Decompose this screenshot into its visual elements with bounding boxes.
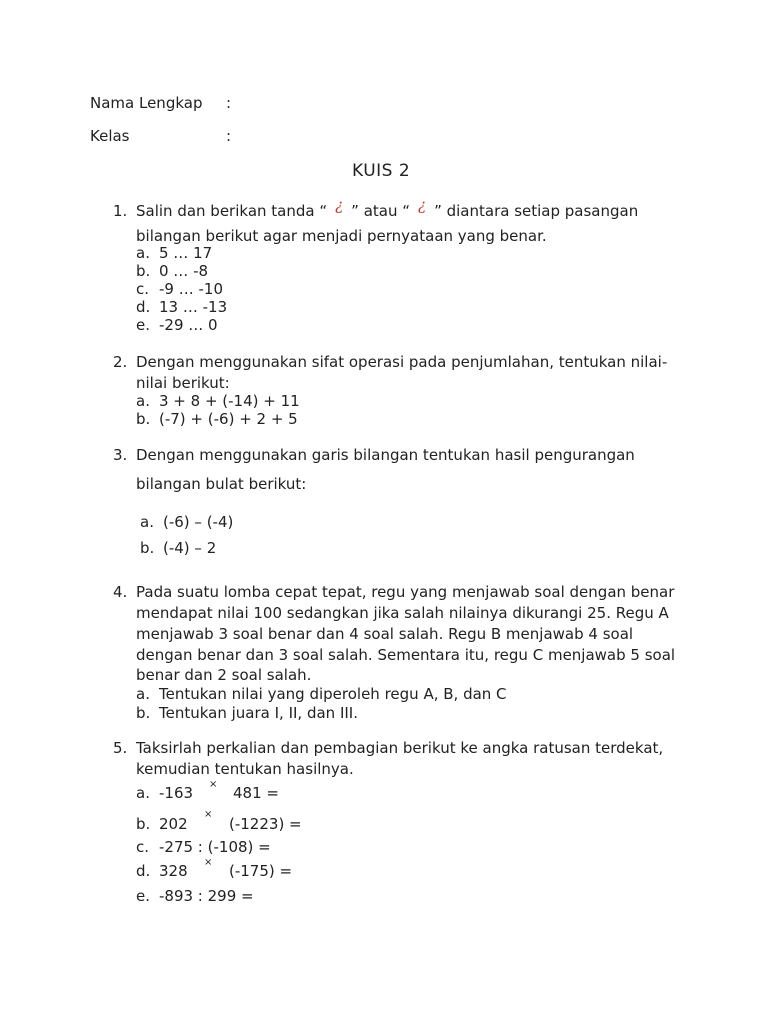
list-item: Tentukan juara I, II, dan III.	[159, 704, 358, 722]
q1-text-c: ” diantara setiap pasangan	[434, 202, 639, 220]
question-1-line2: bilangan berikut agar menjadi pernyataan yang benar.	[136, 227, 547, 245]
list-item-label: e.	[136, 316, 150, 334]
list-item-label: b.	[140, 539, 155, 557]
q1-text-a: Salin dan berikan tanda “	[136, 202, 328, 220]
list-item: -893 : 299 =	[159, 887, 254, 905]
list-item: 5 … 17	[159, 244, 213, 262]
question-5-line2: kemudian tentukan hasilnya.	[136, 760, 354, 778]
class-label: Kelas	[90, 127, 130, 145]
list-item: (-7) + (-6) + 2 + 5	[159, 410, 298, 428]
list-item-label: b.	[136, 815, 151, 833]
question-2-line2: nilai berikut:	[136, 374, 230, 392]
question-4-line: benar dan 2 soal salah.	[136, 666, 312, 684]
q1-text-b: ” atau “	[351, 202, 411, 220]
list-item-label: b.	[136, 410, 151, 428]
list-item-right: 481 =	[233, 784, 279, 802]
question-number: 3.	[113, 446, 128, 464]
times-symbol: ×	[209, 779, 218, 790]
list-item-label: a.	[136, 392, 150, 410]
list-item-left: 328	[159, 862, 188, 880]
question-4-line: mendapat nilai 100 sedangkan jika salah nilainya dikurangi 25. Regu A	[136, 604, 669, 622]
list-item: (-4) – 2	[163, 539, 217, 557]
list-item: Tentukan nilai yang diperoleh regu A, B, dan C	[159, 685, 507, 703]
list-item: -275 : (-108) =	[159, 838, 271, 856]
quiz-title: KUIS 2	[352, 161, 411, 181]
list-item-right: (-1223) =	[229, 815, 302, 833]
list-item-label: a.	[136, 784, 150, 802]
question-4-line: dengan benar dan 3 soal salah. Sementara itu, regu C menjawab 5 soal	[136, 646, 676, 664]
list-item-label: c.	[136, 838, 150, 856]
list-item-label: e.	[136, 887, 150, 905]
list-item-label: d.	[136, 862, 151, 880]
question-2-line1: Dengan menggunakan sifat operasi pada penjumlahan, tentukan nilai-	[136, 353, 668, 371]
question-4-line: menjawab 3 soal benar dan 4 soal salah. Regu B menjawab 4 soal	[136, 625, 634, 643]
list-item-left: -163	[159, 784, 194, 802]
question-number: 1.	[113, 202, 128, 220]
name-label: Nama Lengkap	[90, 94, 203, 112]
list-item-right: (-175) =	[229, 862, 293, 880]
question-3-line1: Dengan menggunakan garis bilangan tentukan hasil pengurangan	[136, 446, 635, 464]
list-item-label: d.	[136, 298, 151, 316]
list-item: 3 + 8 + (-14) + 11	[159, 392, 300, 410]
inverted-question-symbol: ¿	[418, 196, 427, 214]
name-colon: :	[226, 94, 232, 112]
class-colon: :	[226, 127, 232, 145]
list-item-label: b.	[136, 262, 151, 280]
list-item: -29 … 0	[159, 316, 218, 334]
list-item-left: 202	[159, 815, 188, 833]
question-5-line1: Taksirlah perkalian dan pembagian berikut ke angka ratusan terdekat,	[136, 739, 664, 757]
list-item-label: a.	[140, 513, 154, 531]
question-3-line2: bilangan bulat berikut:	[136, 475, 307, 493]
list-item-label: a.	[136, 685, 150, 703]
question-4-line: Pada suatu lomba cepat tepat, regu yang menjawab soal dengan benar	[136, 583, 675, 601]
list-item: 0 … -8	[159, 262, 209, 280]
question-number: 5.	[113, 739, 128, 757]
question-number: 2.	[113, 353, 128, 371]
times-symbol: ×	[204, 809, 213, 820]
list-item-label: a.	[136, 244, 150, 262]
inverted-question-symbol: ¿	[335, 196, 344, 214]
list-item: (-6) – (-4)	[163, 513, 234, 531]
list-item-label: b.	[136, 704, 151, 722]
list-item-label: c.	[136, 280, 150, 298]
question-1-line1	[136, 196, 639, 220]
list-item: -9 … -10	[159, 280, 223, 298]
question-number: 4.	[113, 583, 128, 601]
times-symbol: ×	[204, 857, 213, 868]
list-item: 13 … -13	[159, 298, 228, 316]
